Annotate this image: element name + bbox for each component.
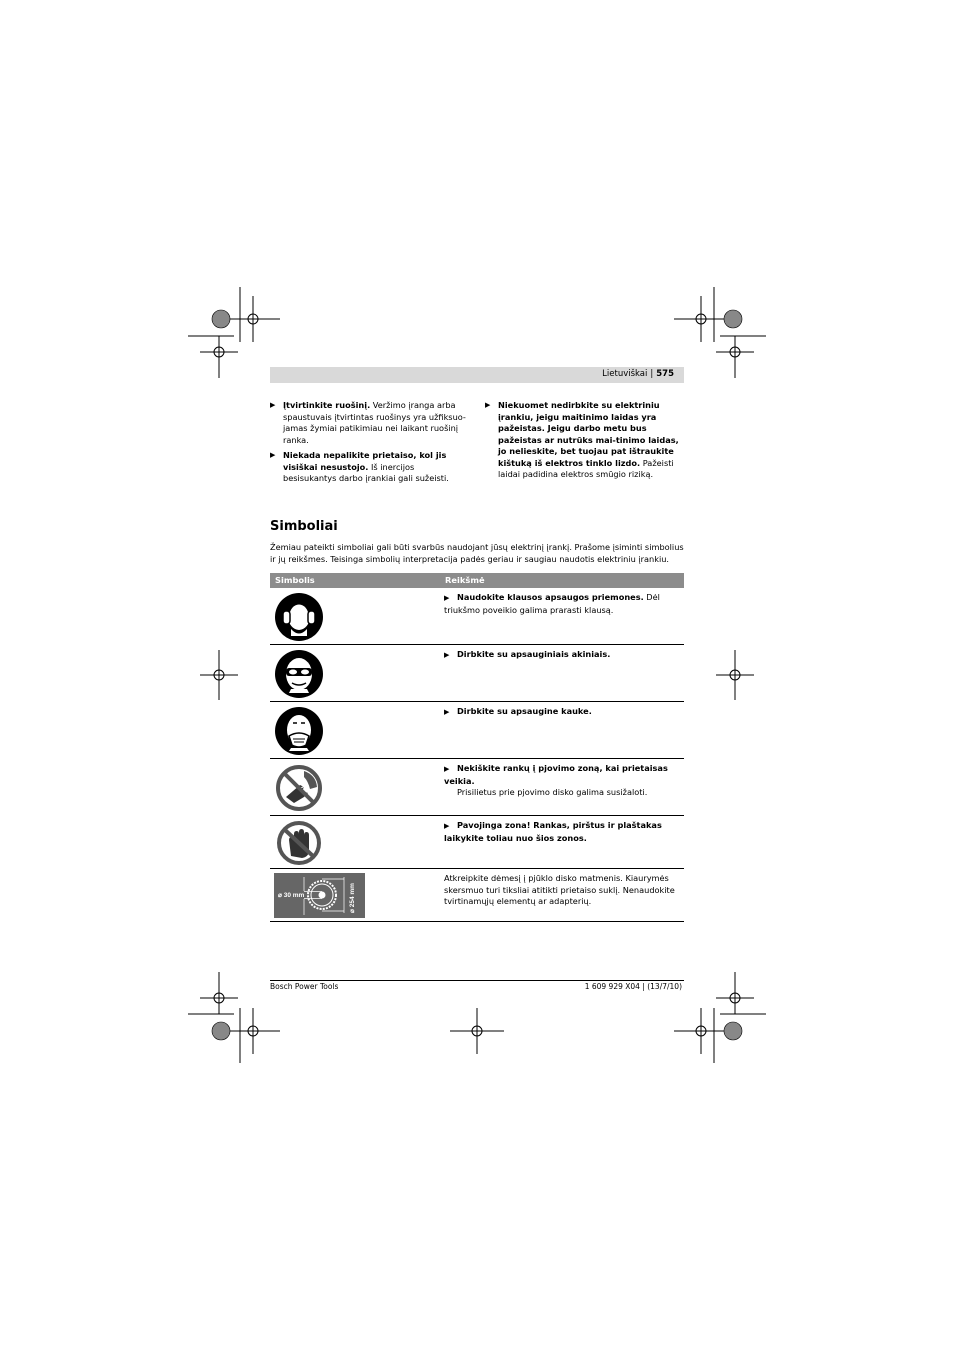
hearing-protection-icon bbox=[274, 592, 324, 646]
bullet-item bbox=[485, 400, 684, 481]
safety-bullets-right bbox=[485, 400, 684, 485]
bullet-triangle-icon: ▶ bbox=[444, 594, 450, 602]
bullet-text: Iš inercijos besisukantys darbo įrankiai gali sužeisti. bbox=[283, 461, 449, 483]
bullet-text: Pažeisti laidai padidina elektros smūgio riziką. bbox=[498, 457, 674, 479]
bullet-triangle-icon: ▶ bbox=[444, 708, 450, 716]
row-text: Dėl triukšmo poveikio galima prarasti klausą. bbox=[444, 592, 660, 615]
section-intro: Žemiau pateikti simboliai gali būti svarbūs naudojant jūsų elektrinį įrankį. Prašome įsiminti simbolius ir jų reikšmes. Teisinga simbolių interpretacija padės geriau ir saugiau naudotis elektriniu įrankiu. bbox=[270, 542, 684, 564]
row-meaning: Atkreipkite dėmesį į pjūklo disko matmenis. Kiaurymės skersmuo turi tiksliai atitikti prietaiso suklį. Nenaudokite tvirtinamųjų elementų ar adapterių. bbox=[444, 873, 675, 906]
bullet-triangle-icon: ▶ bbox=[444, 651, 450, 659]
no-hands-in-cut-icon bbox=[274, 763, 324, 817]
col-header-symbol: Simbolis bbox=[275, 575, 315, 585]
row-bold: Pavojinga zona! Rankas, pirštus ir plaštakas laikykite toliau nuo šios zonos. bbox=[444, 820, 662, 843]
bullet-triangle-icon: ▶ bbox=[270, 451, 276, 459]
section-title: Simboliai bbox=[270, 519, 338, 534]
blade-dimensions-icon bbox=[274, 873, 365, 922]
bullet-item bbox=[270, 400, 470, 446]
header-separator: | bbox=[650, 369, 654, 379]
page-number: 575 bbox=[656, 369, 674, 379]
bullet-text: Veržimo įranga arba spaustuvais įtvirtintas ruošinys yra užfiksuo-jamas žymiai patikimiau nei laikant ruošinį ranka. bbox=[283, 400, 466, 445]
keep-hands-away-icon bbox=[274, 820, 324, 870]
footer-doc-id: 1 609 929 X04 | (13/7/10) bbox=[584, 982, 682, 991]
safety-bullets-left bbox=[270, 400, 470, 489]
bullet-triangle-icon: ▶ bbox=[270, 401, 276, 409]
footer-brand: Bosch Power Tools bbox=[270, 982, 339, 991]
table-row bbox=[270, 588, 684, 645]
row-text: Prisilietus prie pjovimo disko galima susižaloti. bbox=[457, 787, 648, 797]
table-row bbox=[270, 645, 684, 702]
table-row bbox=[270, 702, 684, 759]
blade-diameter-label: ⌀ 254 mm bbox=[349, 883, 356, 913]
footer-rule bbox=[270, 980, 684, 981]
bullet-bold: Niekuomet nedirbkite su elektriniu įrankiu, jeigu maitinimo laidas yra pažeistas. Jeigu darbo metu bus pažeistas ar nutrūks mai-tinimo laidas, jo nelieskite, bet tuojau pat ištraukite kištuką iš elektros tinklo lizdo. bbox=[498, 400, 679, 468]
bullet-triangle-icon: ▶ bbox=[444, 765, 450, 773]
row-meaning bbox=[444, 820, 680, 844]
bullet-item bbox=[270, 450, 470, 485]
row-bold: Naudokite klausos apsaugos priemones. bbox=[457, 592, 644, 602]
table-row bbox=[270, 869, 684, 922]
safety-glasses-icon bbox=[274, 649, 324, 703]
page-header bbox=[270, 367, 684, 383]
row-meaning bbox=[444, 763, 680, 799]
row-bold: Dirbkite su apsauginiais akiniais. bbox=[457, 649, 611, 659]
bullet-bold: Niekada nepalikite prietaiso, kol jis visiškai nesustojo. bbox=[283, 450, 447, 472]
row-meaning bbox=[444, 592, 680, 616]
symbols-table bbox=[270, 573, 684, 922]
bullet-bold: Įtvirtinkite ruošinį. bbox=[283, 400, 371, 410]
row-bold: Dirbkite su apsaugine kauke. bbox=[457, 706, 592, 716]
bullet-triangle-icon: ▶ bbox=[485, 401, 491, 409]
row-bold: Nekiškite rankų į pjovimo zoną, kai prietaisas veikia. bbox=[444, 763, 668, 786]
table-header bbox=[270, 573, 684, 588]
row-meaning bbox=[444, 706, 680, 719]
dust-mask-icon bbox=[274, 706, 324, 760]
table-row bbox=[270, 816, 684, 869]
row-meaning bbox=[444, 649, 680, 662]
bullet-triangle-icon: ▶ bbox=[444, 822, 450, 830]
col-header-meaning: Reikšmė bbox=[445, 575, 485, 585]
table-row bbox=[270, 759, 684, 816]
bore-diameter-label: ⌀ 30 mm bbox=[278, 892, 305, 899]
language-label: Lietuviškai bbox=[602, 369, 648, 379]
